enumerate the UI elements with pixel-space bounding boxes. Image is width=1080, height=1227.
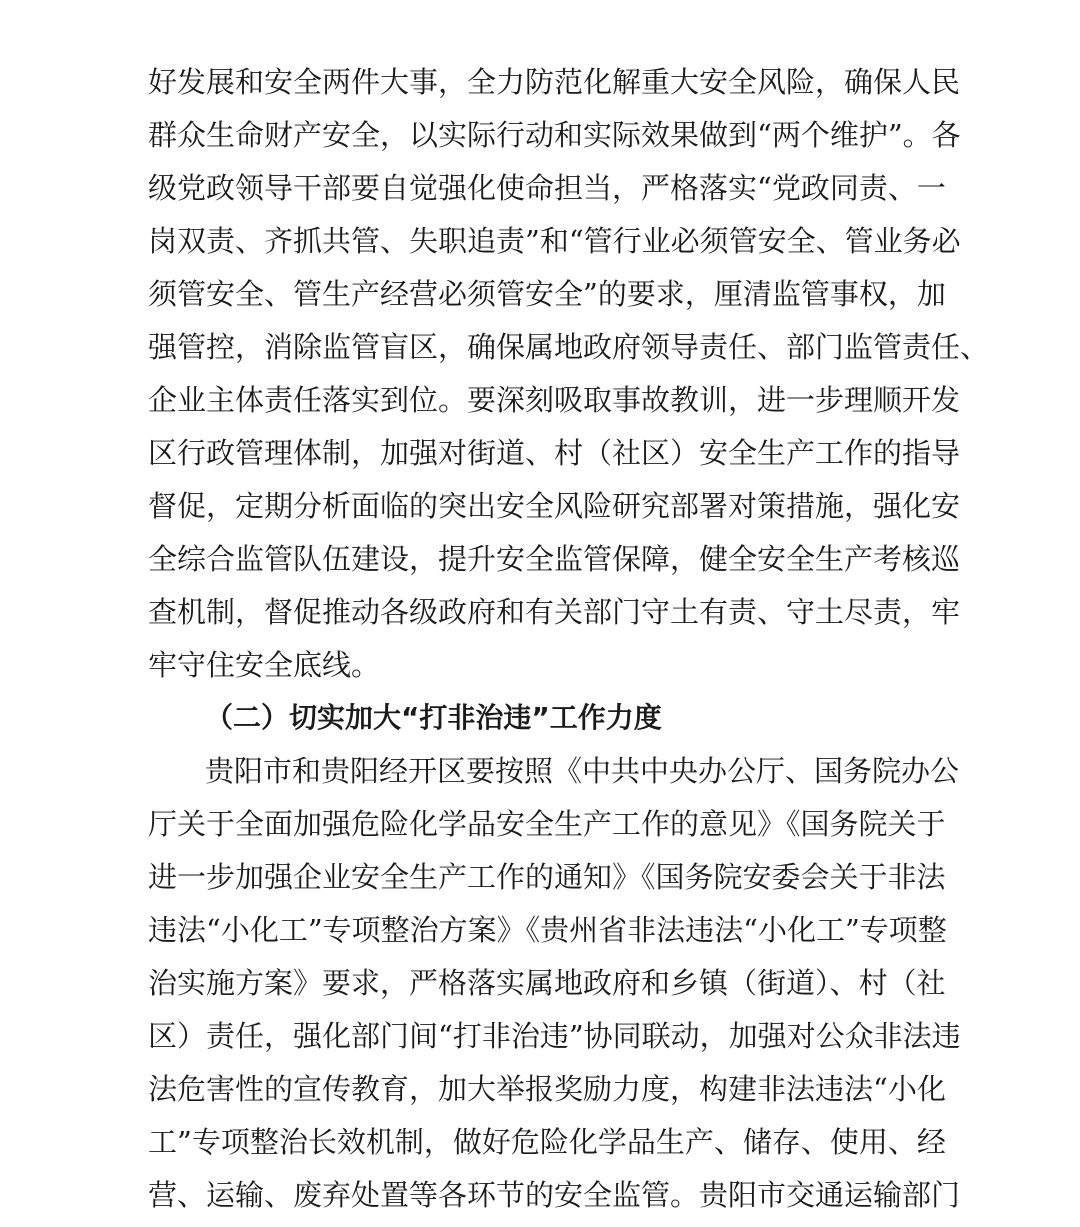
paragraph-1-line: 督促，定期分析面临的突出安全风险研究部署对策措施，强化安 xyxy=(148,489,961,523)
paragraph-2-line: 违法“小化工”专项整治方案》《贵州省非法违法“小化工”专项整 xyxy=(148,913,947,947)
paragraph-1-line: 级党政领导干部要自觉强化使命担当，严格落实“党政同责、一 xyxy=(148,171,946,205)
paragraph-2-line: 进一步加强企业安全生产工作的通知》《国务院安委会关于非法 xyxy=(148,860,946,894)
paragraph-1-line: 区行政管理体制，加强对街道、村（社区）安全生产工作的指导 xyxy=(148,436,961,470)
paragraph-1-line: 岗双责、齐抓共管、失职追责”和“管行业必须管安全、管业务必 xyxy=(148,224,961,258)
paragraph-1-line: 群众生命财产安全，以实际行动和实际效果做到“两个维护”。各 xyxy=(148,118,961,152)
paragraph-2-line: 法危害性的宣传教育，加大举报奖励力度，构建非法违法“小化 xyxy=(148,1072,946,1106)
paragraph-2-line: 厅关于全面加强危险化学品安全生产工作的意见》《国务院关于 xyxy=(148,807,946,841)
paragraph-2-line: 区）责任，强化部门间“打非治违”协同联动，加强对公众非法违 xyxy=(148,1019,961,1053)
paragraph-1-line: 企业主体责任落实到位。要深刻吸取事故教训，进一步理顺开发 xyxy=(148,383,961,417)
paragraph-2-line: 治实施方案》要求，严格落实属地政府和乡镇（街道）、村（社 xyxy=(148,966,946,1000)
paragraph-1-line: 查机制，督促推动各级政府和有关部门守土有责、守土尽责，牢 xyxy=(148,595,961,629)
paragraph-2-line: 贵阳市和贵阳经开区要按照《中共中央办公厅、国务院办公 xyxy=(205,754,960,788)
paragraph-1-line: 好发展和安全两件大事，全力防范化解重大安全风险，确保人民 xyxy=(148,65,961,99)
paragraph-1-line: 须管安全、管生产经营必须管安全”的要求，厘清监管事权，加 xyxy=(148,277,946,311)
paragraph-2-line: 营、运输、废弃处置等各环节的安全监管。贵阳市交通运输部门 xyxy=(148,1178,961,1212)
paragraph-2-line: 工”专项整治长效机制，做好危险化学品生产、储存、使用、经 xyxy=(148,1125,946,1159)
paragraph-1-line: 牢守住安全底线。 xyxy=(148,648,381,682)
paragraph-1-line: 全综合监管队伍建设，提升安全监管保障，健全安全生产考核巡 xyxy=(148,542,961,576)
section-heading: （二）切实加大“打非治违”工作力度 xyxy=(205,701,662,734)
paragraph-1-line: 强管控，消除监管盲区，确保属地政府领导责任、部门监管责任、 xyxy=(148,330,990,364)
